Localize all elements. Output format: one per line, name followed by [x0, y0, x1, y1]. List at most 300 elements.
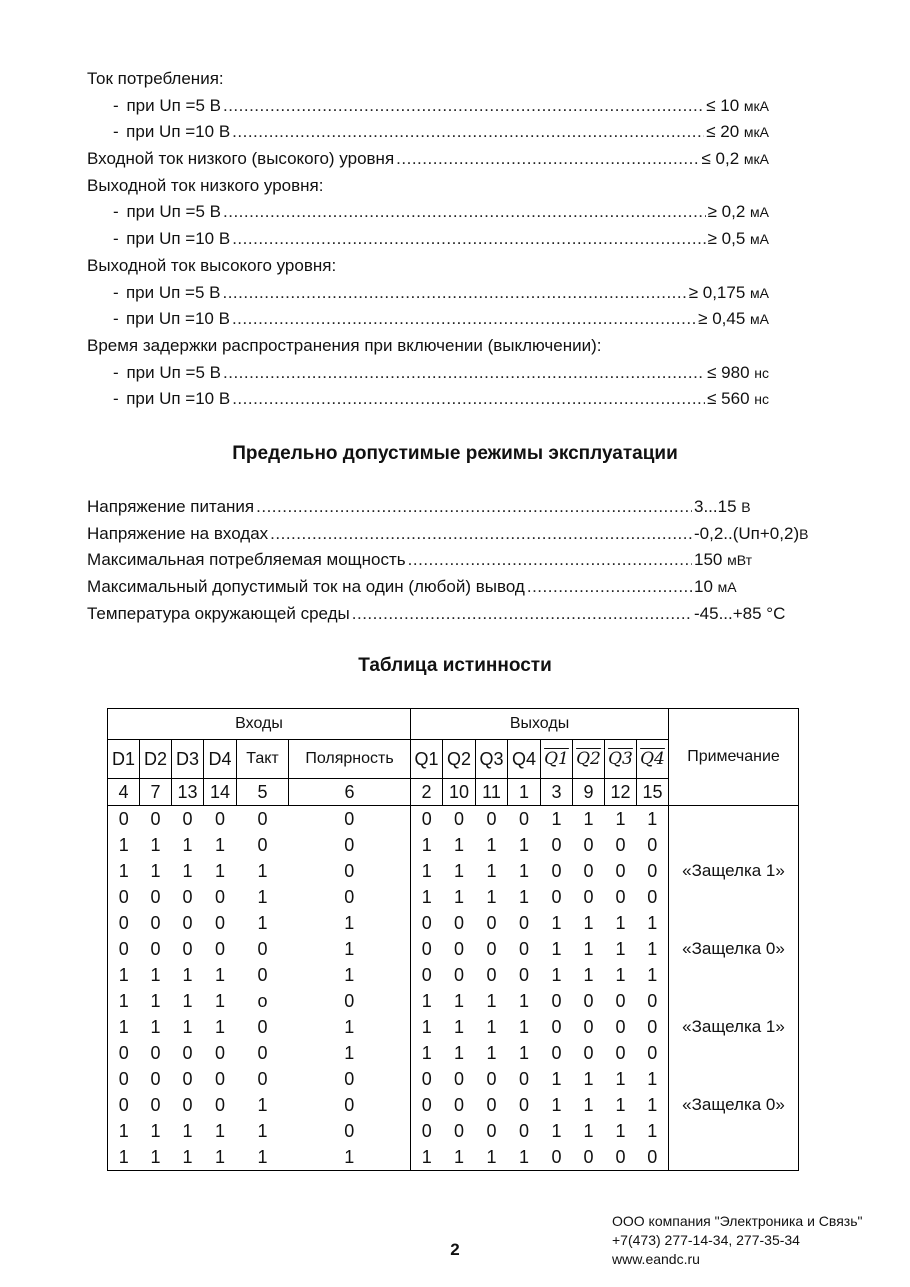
param-row — [87, 280, 827, 307]
table-cell: 0 — [108, 1040, 140, 1066]
table-cell: 1 — [411, 1144, 443, 1171]
table-cell: 1 — [486, 1043, 497, 1063]
pin-number: 14 — [204, 779, 237, 806]
table-cell: 0 — [150, 1095, 161, 1115]
table-cell: 0 — [411, 910, 443, 936]
table-cell: 0 — [486, 1069, 497, 1089]
limit-value: -45...+85 °C — [694, 603, 786, 623]
leader-dots — [270, 521, 692, 548]
dash: - — [113, 389, 119, 409]
col-header-inverted: Q3 — [605, 740, 637, 779]
dash: - — [113, 122, 119, 142]
table-cell: 1 — [583, 1121, 594, 1141]
table-row — [108, 962, 799, 988]
table-cell: 1 — [476, 1144, 508, 1171]
table-cell: 1 — [518, 835, 529, 855]
table-cell: 0 — [637, 858, 669, 884]
table-cell: 1 — [411, 1014, 443, 1040]
table-cell: 0 — [551, 887, 562, 907]
col-header-inverted: Q4 — [637, 740, 669, 779]
table-cell: 1 — [108, 1118, 140, 1144]
electrical-parameters — [87, 66, 827, 413]
table-note-cell — [669, 1066, 799, 1092]
table-note-cell — [669, 1144, 799, 1171]
table-cell: 0 — [551, 861, 562, 881]
table-cell: 0 — [257, 835, 268, 855]
table-cell: 1 — [615, 1095, 626, 1115]
table-cell: 0 — [289, 806, 411, 833]
leader-dots — [396, 146, 699, 173]
table-cell: 1 — [551, 809, 562, 829]
table-cell: 1 — [411, 1040, 443, 1066]
table-cell: 0 — [289, 884, 411, 910]
param-label: при Uп =10 В — [126, 229, 231, 249]
limit-row — [87, 601, 827, 628]
note-header: Примечание — [669, 709, 799, 806]
table-cell: 0 — [214, 809, 225, 829]
table-cell: 0 — [453, 1069, 464, 1089]
param-row — [87, 360, 827, 387]
leader-dots — [527, 574, 692, 601]
table-cell: 0 — [182, 809, 193, 829]
table-cell: 0 — [289, 988, 411, 1014]
truth-table — [107, 708, 799, 1171]
output-high-heading: Выходной ток высокого уровня: — [87, 255, 337, 275]
table-cell: 1 — [637, 910, 669, 936]
table-cell: 0 — [257, 1069, 268, 1089]
table-cell: 1 — [453, 991, 464, 1011]
table-note-cell — [669, 832, 799, 858]
table-cell: 0 — [150, 809, 161, 829]
table-cell: 0 — [518, 1069, 529, 1089]
dash: - — [113, 202, 119, 222]
table-cell: 1 — [108, 1014, 140, 1040]
table-cell: 0 — [518, 913, 529, 933]
table-cell: 1 — [551, 1095, 562, 1115]
pin-number: 5 — [237, 779, 289, 806]
leader-dots — [232, 306, 696, 333]
table-row — [108, 1118, 799, 1144]
table-header-group-row — [108, 709, 799, 740]
limit-row — [87, 494, 827, 521]
pin-number: 2 — [411, 779, 443, 806]
dash: - — [113, 362, 119, 382]
table-cell: 1 — [518, 1017, 529, 1037]
table-cell: 0 — [289, 1066, 411, 1092]
param-value: ≥ 0,2 мА — [707, 202, 769, 222]
col-header: D3 — [172, 740, 204, 779]
table-cell: 1 — [237, 1144, 289, 1171]
table-cell: 1 — [615, 913, 626, 933]
table-cell: 0 — [637, 988, 669, 1014]
table-cell: 0 — [637, 1014, 669, 1040]
table-cell: 1 — [637, 1066, 669, 1092]
table-cell: 0 — [182, 887, 193, 907]
table-cell: 0 — [486, 1121, 497, 1141]
col-header: Q3 — [476, 740, 508, 779]
table-cell: 0 — [486, 965, 497, 985]
param-row — [87, 226, 827, 253]
table-cell: 1 — [289, 936, 411, 962]
table-note-cell: «Защелка 1» — [669, 858, 799, 884]
table-cell: 1 — [140, 1144, 172, 1171]
table-row — [108, 1144, 799, 1171]
table-row — [108, 1040, 799, 1066]
table-cell: 1 — [108, 1144, 140, 1171]
table-note-cell — [669, 988, 799, 1014]
table-row — [108, 936, 799, 962]
table-row — [108, 832, 799, 858]
table-cell: 0 — [551, 1017, 562, 1037]
table-cell: 0 — [289, 1092, 411, 1118]
table-cell: 0 — [518, 1095, 529, 1115]
pin-number: 11 — [476, 779, 508, 806]
table-cell: 1 — [583, 809, 594, 829]
table-cell: 1 — [289, 1040, 411, 1066]
pin-number: 10 — [443, 779, 476, 806]
table-cell: 0 — [150, 939, 161, 959]
table-cell: 0 — [108, 1066, 140, 1092]
table-cell: 1 — [411, 988, 443, 1014]
col-header: D2 — [140, 740, 172, 779]
table-cell: 0 — [289, 832, 411, 858]
table-row — [108, 858, 799, 884]
leader-dots — [232, 226, 705, 253]
pin-number: 4 — [108, 779, 140, 806]
table-cell: 1 — [214, 991, 225, 1011]
table-cell: 1 — [214, 965, 225, 985]
table-cell: 1 — [150, 965, 161, 985]
table-cell: 1 — [486, 1017, 497, 1037]
delay-heading: Время задержки распространения при включении (выключении): — [87, 335, 602, 355]
table-cell: 1 — [150, 835, 161, 855]
limits-list — [87, 494, 827, 627]
table-cell: 1 — [486, 835, 497, 855]
table-cell: 1 — [108, 988, 140, 1014]
table-cell: 0 — [453, 913, 464, 933]
table-cell: 1 — [453, 1043, 464, 1063]
table-cell: 0 — [182, 1069, 193, 1089]
table-cell: 1 — [214, 861, 225, 881]
table-cell: 0 — [257, 965, 268, 985]
pin-number: 3 — [541, 779, 573, 806]
col-header: Q1 — [411, 740, 443, 779]
table-cell: 1 — [518, 861, 529, 881]
limit-label: Напряжение питания — [87, 497, 255, 516]
table-cell: 1 — [637, 962, 669, 988]
table-cell: 1 — [150, 861, 161, 881]
limit-label: Максимальная потребляемая мощность — [87, 550, 406, 570]
col-header: Полярность — [289, 740, 411, 779]
table-cell: 0 — [108, 1092, 140, 1118]
page-number: 2 — [450, 1240, 460, 1259]
table-cell: 0 — [214, 887, 225, 907]
table-cell: 1 — [583, 965, 594, 985]
table-cell: 0 — [551, 835, 562, 855]
table-cell: 0 — [182, 939, 193, 959]
table-cell: 1 — [551, 939, 562, 959]
param-value: ≤ 980 нс — [707, 362, 769, 382]
consumption-heading: Ток потребления: — [87, 69, 224, 88]
table-note-cell — [669, 1040, 799, 1066]
table-cell: 1 — [453, 861, 464, 881]
limit-value: 10 мА — [694, 577, 737, 597]
table-cell: 0 — [182, 1095, 193, 1115]
table-cell: 0 — [108, 910, 140, 936]
output-low-heading: Выходной ток низкого уровня: — [87, 175, 324, 195]
table-cell: 0 — [615, 1017, 626, 1037]
pin-number: 1 — [508, 779, 541, 806]
table-cell: 1 — [257, 861, 268, 881]
truth-table-body — [108, 806, 799, 1171]
table-cell: 1 — [551, 1069, 562, 1089]
table-note-cell — [669, 884, 799, 910]
table-cell: 0 — [518, 1121, 529, 1141]
limit-row — [87, 547, 827, 574]
table-cell: 1 — [453, 887, 464, 907]
param-value: ≥ 0,5 мА — [707, 229, 769, 249]
table-cell: 1 — [615, 1121, 626, 1141]
col-header: D4 — [204, 740, 237, 779]
table-cell: 0 — [637, 832, 669, 858]
leader-dots — [223, 93, 704, 120]
table-cell: 1 — [150, 991, 161, 1011]
table-cell: 0 — [108, 936, 140, 962]
table-cell: 1 — [551, 913, 562, 933]
table-cell: 1 — [615, 939, 626, 959]
table-cell: 1 — [453, 835, 464, 855]
table-cell: 0 — [518, 939, 529, 959]
table-cell: 1 — [615, 965, 626, 985]
table-cell: 0 — [182, 913, 193, 933]
param-label: при Uп =10 В — [126, 389, 231, 409]
table-note-cell — [669, 910, 799, 936]
table-cell: 0 — [583, 1017, 594, 1037]
table-row — [108, 910, 799, 936]
limits-title: Предельно допустимые режимы эксплуатации — [232, 443, 678, 464]
table-cell: 0 — [411, 1092, 443, 1118]
table-note-cell — [669, 1118, 799, 1144]
table-cell: 1 — [508, 1144, 541, 1171]
table-cell: 1 — [108, 832, 140, 858]
limit-row — [87, 521, 827, 548]
table-cell: 0 — [289, 1118, 411, 1144]
table-note-cell — [669, 806, 799, 833]
param-value: ≤ 560 нс — [707, 389, 769, 409]
table-cell: 1 — [204, 1144, 237, 1171]
pin-number: 12 — [605, 779, 637, 806]
table-cell: o — [257, 991, 268, 1011]
table-cell: 0 — [453, 1121, 464, 1141]
table-cell: 1 — [583, 1069, 594, 1089]
leader-dots — [223, 199, 706, 226]
table-note-cell: «Защелка 1» — [669, 1014, 799, 1040]
table-cell: 0 — [573, 1144, 605, 1171]
table-cell: 1 — [637, 806, 669, 833]
table-cell: 0 — [486, 913, 497, 933]
table-cell: 1 — [182, 861, 193, 881]
limit-value: 3...15 В — [694, 497, 751, 516]
param-value: ≤ 20 мкА — [706, 122, 769, 142]
table-cell: 1 — [108, 858, 140, 884]
table-cell: 0 — [108, 884, 140, 910]
table-cell: 1 — [583, 939, 594, 959]
table-note-cell: «Защелка 0» — [669, 936, 799, 962]
table-cell: 1 — [214, 835, 225, 855]
table-cell: 1 — [172, 1144, 204, 1171]
table-cell: 1 — [486, 887, 497, 907]
table-row — [108, 988, 799, 1014]
param-row — [87, 386, 827, 413]
param-value: ≥ 0,45 мА — [698, 309, 769, 329]
table-cell: 0 — [411, 962, 443, 988]
table-cell: 1 — [443, 1144, 476, 1171]
pin-number: 6 — [289, 779, 411, 806]
table-cell: 1 — [108, 962, 140, 988]
table-cell: 0 — [411, 1066, 443, 1092]
table-cell: 0 — [551, 991, 562, 1011]
table-row — [108, 806, 799, 833]
param-value: ≤ 10 мкА — [706, 95, 769, 115]
table-cell: 0 — [257, 939, 268, 959]
table-cell: 1 — [637, 1092, 669, 1118]
table-cell: 0 — [411, 936, 443, 962]
table-cell: 1 — [486, 991, 497, 1011]
table-cell: 0 — [257, 1017, 268, 1037]
table-cell: 0 — [214, 939, 225, 959]
table-cell: 1 — [551, 965, 562, 985]
table-cell: 0 — [615, 835, 626, 855]
table-cell: 1 — [637, 1118, 669, 1144]
leader-dots — [222, 280, 686, 307]
table-cell: 0 — [486, 809, 497, 829]
param-row — [87, 119, 827, 146]
outputs-header: Выходы — [411, 709, 669, 740]
table-cell: 1 — [615, 809, 626, 829]
table-cell: 1 — [182, 965, 193, 985]
table-cell: 1 — [289, 1014, 411, 1040]
table-cell: 1 — [637, 936, 669, 962]
leader-dots — [232, 386, 705, 413]
table-row — [108, 1092, 799, 1118]
table-cell: 1 — [289, 910, 411, 936]
table-cell: 0 — [551, 1043, 562, 1063]
limit-value: 150 мВт — [694, 550, 753, 570]
table-cell: 0 — [150, 1069, 161, 1089]
pin-number: 7 — [140, 779, 172, 806]
table-cell: 0 — [108, 806, 140, 833]
param-label: Входной ток низкого (высокого) уровня — [87, 149, 395, 169]
table-cell: 0 — [453, 965, 464, 985]
table-cell: 0 — [214, 1095, 225, 1115]
leader-dots — [223, 360, 705, 387]
pin-number: 13 — [172, 779, 204, 806]
table-cell: 1 — [518, 1043, 529, 1063]
limit-row — [87, 574, 827, 601]
table-cell: 1 — [615, 1069, 626, 1089]
param-row — [87, 199, 827, 226]
param-label: при Uп =5 В — [125, 282, 221, 302]
param-label: при Uп =5 В — [126, 202, 221, 222]
col-header: D1 — [108, 740, 140, 779]
param-label: при Uп =5 В — [126, 362, 221, 382]
table-cell: 0 — [486, 939, 497, 959]
table-cell: 1 — [411, 832, 443, 858]
table-cell: 0 — [453, 1095, 464, 1115]
table-cell: 0 — [214, 1069, 225, 1089]
leader-dots — [232, 119, 704, 146]
truth-table-title: Таблица истинности — [358, 655, 552, 676]
param-row — [87, 306, 827, 333]
dash: - — [113, 229, 119, 249]
table-cell: 1 — [257, 1095, 268, 1115]
table-cell: 1 — [182, 1121, 193, 1141]
table-cell: 0 — [453, 809, 464, 829]
table-note-cell: «Защелка 0» — [669, 1092, 799, 1118]
table-cell: 1 — [257, 887, 268, 907]
table-cell: 1 — [518, 887, 529, 907]
table-cell: 0 — [453, 939, 464, 959]
table-cell: 0 — [637, 1144, 669, 1171]
param-value: ≥ 0,175 мА — [688, 282, 769, 302]
limit-label: Максимальный допустимый ток на один (любой) вывод — [87, 577, 525, 597]
table-cell: 1 — [150, 1017, 161, 1037]
company-name: ООО компания "Электроника и Связь" — [612, 1213, 863, 1229]
leader-dots — [352, 601, 692, 628]
pin-number: 9 — [573, 779, 605, 806]
company-phone: +7(473) 277-14-34, 277-35-34 — [612, 1232, 800, 1248]
table-cell: 1 — [257, 1121, 268, 1141]
table-cell: 0 — [214, 1043, 225, 1063]
table-cell: 0 — [583, 991, 594, 1011]
table-cell: 0 — [583, 835, 594, 855]
table-cell: 0 — [615, 887, 626, 907]
param-row — [87, 146, 827, 173]
table-cell: 1 — [551, 1121, 562, 1141]
table-cell: 0 — [637, 1040, 669, 1066]
table-cell: 0 — [150, 887, 161, 907]
table-cell: 0 — [615, 1043, 626, 1063]
table-cell: 0 — [605, 1144, 637, 1171]
table-cell: 0 — [615, 991, 626, 1011]
table-cell: 0 — [257, 1043, 268, 1063]
table-cell: 0 — [615, 861, 626, 881]
table-row — [108, 884, 799, 910]
table-cell: 1 — [411, 884, 443, 910]
table-cell: 1 — [583, 1095, 594, 1115]
table-cell: 0 — [182, 1043, 193, 1063]
limit-label: Напряжение на входах — [87, 523, 269, 543]
col-header-inverted: Q1 — [541, 740, 573, 779]
dash: - — [113, 95, 119, 115]
table-cell: 1 — [411, 858, 443, 884]
leader-dots — [408, 547, 692, 574]
dash: - — [113, 309, 119, 329]
table-cell: 0 — [583, 887, 594, 907]
company-site: www.eandc.ru — [612, 1251, 700, 1267]
table-cell: 1 — [453, 1017, 464, 1037]
table-cell: 1 — [486, 861, 497, 881]
limit-value: -0,2..(Uп+0,2)В — [694, 523, 809, 543]
table-cell: 0 — [150, 913, 161, 933]
table-cell: 0 — [518, 965, 529, 985]
leader-dots — [256, 494, 692, 521]
col-header: Q4 — [508, 740, 541, 779]
table-cell: 0 — [411, 1118, 443, 1144]
table-row — [108, 1014, 799, 1040]
col-header: Q2 — [443, 740, 476, 779]
table-cell: 0 — [150, 1043, 161, 1063]
